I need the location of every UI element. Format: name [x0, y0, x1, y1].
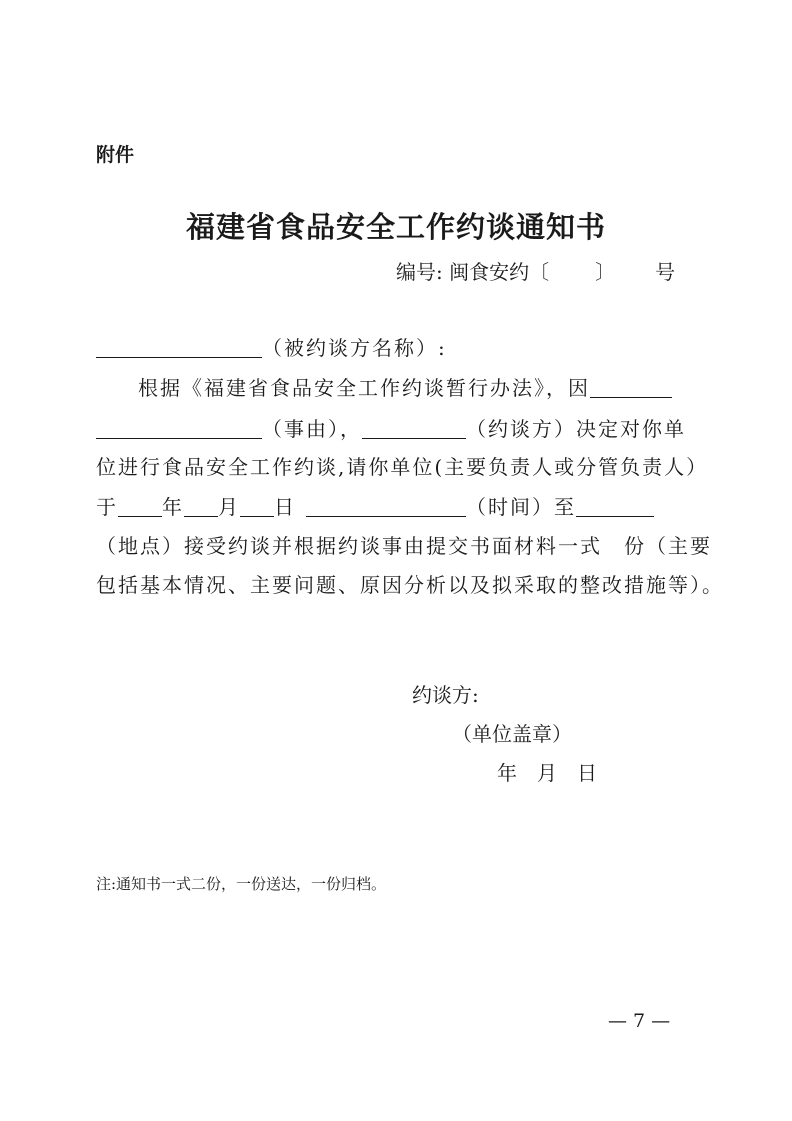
- reason-label: （事由），: [262, 417, 362, 441]
- cause-blank[interactable]: [590, 377, 672, 398]
- paragraph-line-6: [96, 530, 712, 559]
- year-blank[interactable]: [118, 496, 162, 517]
- paragraph-line-4: 位进行食品安全工作约谈,请你单位(主要负责人或分管负责人）: [96, 455, 709, 479]
- footnote: 注:通知书一式二份，一份送达，一份归档。: [96, 875, 387, 893]
- location-blank[interactable]: [576, 496, 654, 517]
- signature-day: 日: [577, 761, 597, 785]
- year-text: 年: [162, 495, 184, 519]
- paragraph-line-2: [96, 372, 672, 401]
- signature-party: 约谈方:: [412, 683, 479, 707]
- month-blank[interactable]: [184, 496, 218, 517]
- interviewing-party-blank[interactable]: [362, 418, 466, 439]
- signature-date: [497, 757, 597, 786]
- month-text: 月: [218, 495, 240, 519]
- paragraph-line-7: 包括基本情况、主要问题、原因分析以及拟采取的整改措施等）。: [96, 573, 724, 597]
- page-number: — 7 —: [608, 1010, 671, 1032]
- signature-seal: （单位盖章）: [452, 722, 572, 746]
- time-label: （时间）至: [466, 495, 576, 519]
- attachment-label: 附件: [96, 144, 135, 166]
- serial-suffix: 号: [655, 260, 676, 284]
- serial-label: 编号: 闽食安约〔: [396, 260, 550, 284]
- location-and-materials-text: （地点）接受约谈并根据约谈事由提交书面材料一式: [96, 534, 602, 558]
- addressee-label: （被约谈方名称）:: [262, 336, 447, 360]
- day-blank[interactable]: [240, 496, 274, 517]
- signature-month: 月: [537, 761, 557, 785]
- reason-blank[interactable]: [96, 418, 262, 439]
- copies-text: 份（主要: [624, 534, 712, 558]
- document-title: 福建省食品安全工作约谈通知书: [185, 210, 606, 244]
- paragraph-line-5: [96, 491, 654, 520]
- serial-number: [396, 256, 675, 285]
- yu-text: 于: [96, 495, 118, 519]
- addressee-blank[interactable]: [96, 337, 262, 358]
- time-blank[interactable]: [306, 496, 466, 517]
- basis-text: 根据《福建省食品安全工作约谈暂行办法》，因: [138, 376, 590, 400]
- paragraph-line-3: [96, 413, 686, 442]
- serial-close-bracket: 〕: [595, 260, 616, 284]
- addressee-line: [96, 332, 447, 361]
- signature-year: 年: [497, 761, 517, 785]
- day-text: 日: [274, 495, 296, 519]
- party-label: （约谈方）决定对你单: [466, 417, 686, 441]
